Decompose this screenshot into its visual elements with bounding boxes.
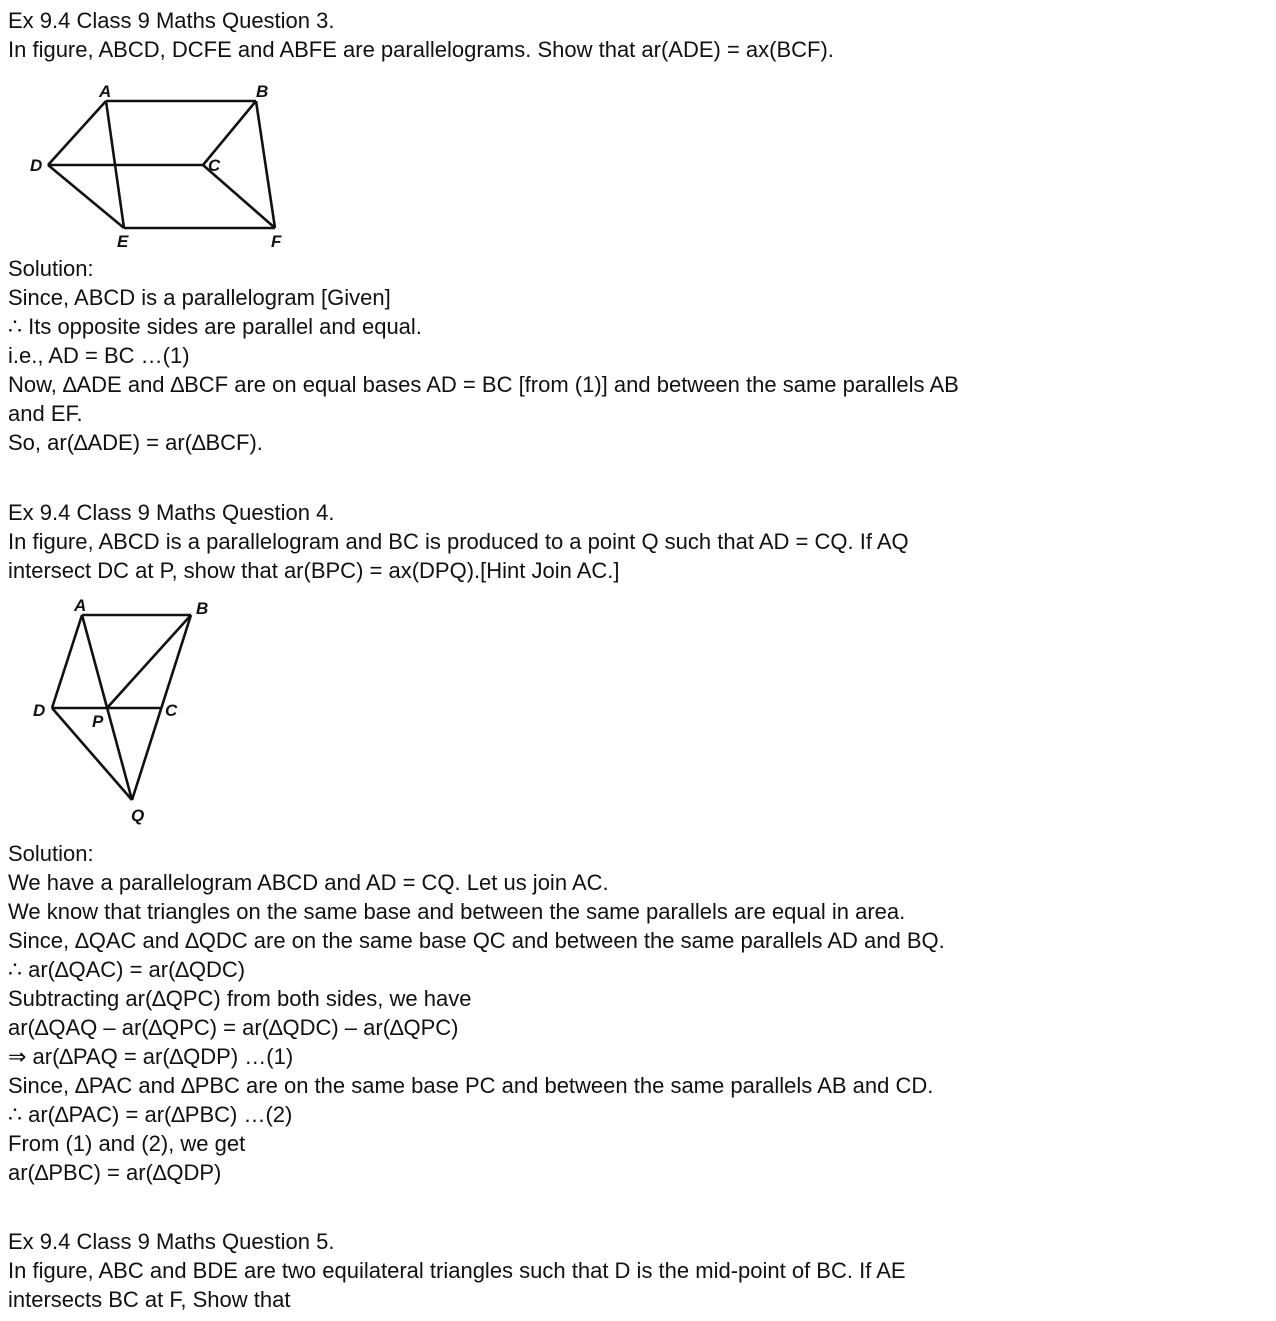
figure-q3-parallelograms: [0, 0, 320, 260]
question-3-solution: [8, 254, 1268, 457]
label-a: A: [99, 82, 112, 101]
solution-line: From (1) and (2), we get: [8, 1131, 246, 1156]
segment-ad: [48, 101, 106, 165]
label-e: E: [117, 232, 129, 251]
question-title: Ex 9.4 Class 9 Maths Question 4.: [8, 500, 335, 525]
solution-line: Since, ∆QAC and ∆QDC are on the same base QC and between the same parallels AD and BQ.: [8, 928, 945, 953]
label-p: P: [92, 712, 104, 731]
label-d: D: [33, 701, 46, 720]
solution-line: So, ar(∆ADE) = ar(∆BCF).: [8, 430, 263, 455]
label-b: B: [196, 599, 209, 618]
label-q: Q: [131, 806, 145, 825]
label-c: C: [208, 156, 221, 175]
solution-line: ∴ Its opposite sides are parallel and equal.: [8, 314, 422, 339]
question-text: intersects BC at F, Show that: [8, 1287, 291, 1312]
question-4-solution: [8, 839, 1268, 1187]
segment-ad: [52, 615, 82, 708]
question-title: Ex 9.4 Class 9 Maths Question 5.: [8, 1229, 335, 1254]
solution-line: Solution:: [8, 841, 94, 866]
solution-line: and EF.: [8, 401, 83, 426]
solution-line: ∴ ar(∆QAC) = ar(∆QDC): [8, 957, 246, 982]
label-b: B: [256, 82, 269, 101]
question-text: In figure, ABCD, DCFE and ABFE are parallelograms. Show that ar(ADE) = ax(BCF).: [8, 37, 834, 62]
solution-line: Since, ABCD is a parallelogram [Given]: [8, 285, 391, 310]
question-text: intersect DC at P, show that ar(BPC) = ax(DPQ).[Hint Join AC.]: [8, 558, 620, 583]
segment-bp: [107, 615, 191, 708]
solution-line: i.e., AD = BC …(1): [8, 343, 190, 368]
figure-q4-parallelogram: [0, 590, 240, 830]
question-text: In figure, ABCD is a parallelogram and BC is produced to a point Q such that AD = CQ. If AQ: [8, 529, 909, 554]
solution-line: Subtracting ar(∆QPC) from both sides, we have: [8, 986, 472, 1011]
label-c: C: [165, 701, 178, 720]
question-text: In figure, ABC and BDE are two equilateral triangles such that D is the mid-point of BC. If AE: [8, 1258, 906, 1283]
solution-line: Now, ∆ADE and ∆BCF are on equal bases AD = BC [from (1)] and between the same parallels AB: [8, 372, 959, 397]
segment-bf: [256, 101, 275, 228]
solution-line: Solution:: [8, 256, 94, 281]
question-4-header: [8, 498, 1268, 585]
label-d: D: [30, 156, 43, 175]
segment-de: [48, 165, 124, 228]
question-5-header: [8, 1227, 1268, 1314]
solution-line: We know that triangles on the same base and between the same parallels are equal in area.: [8, 899, 906, 924]
solution-line: ar(∆PBC) = ar(∆QDP): [8, 1160, 222, 1185]
solution-line: Since, ∆PAC and ∆PBC are on the same base PC and between the same parallels AB and CD.: [8, 1073, 934, 1098]
solution-line: ⇒ ar(∆PAQ = ar(∆QDP) …(1): [8, 1044, 294, 1069]
label-f: F: [271, 232, 282, 251]
label-a: A: [74, 596, 87, 615]
solution-line: ar(∆QAQ – ar(∆QPC) = ar(∆QDC) – ar(∆QPC): [8, 1015, 459, 1040]
question-title: Ex 9.4 Class 9 Maths Question 3.: [8, 8, 335, 33]
solution-line: ∴ ar(∆PAC) = ar(∆PBC) …(2): [8, 1102, 293, 1127]
solution-line: We have a parallelogram ABCD and AD = CQ. Let us join AC.: [8, 870, 609, 895]
